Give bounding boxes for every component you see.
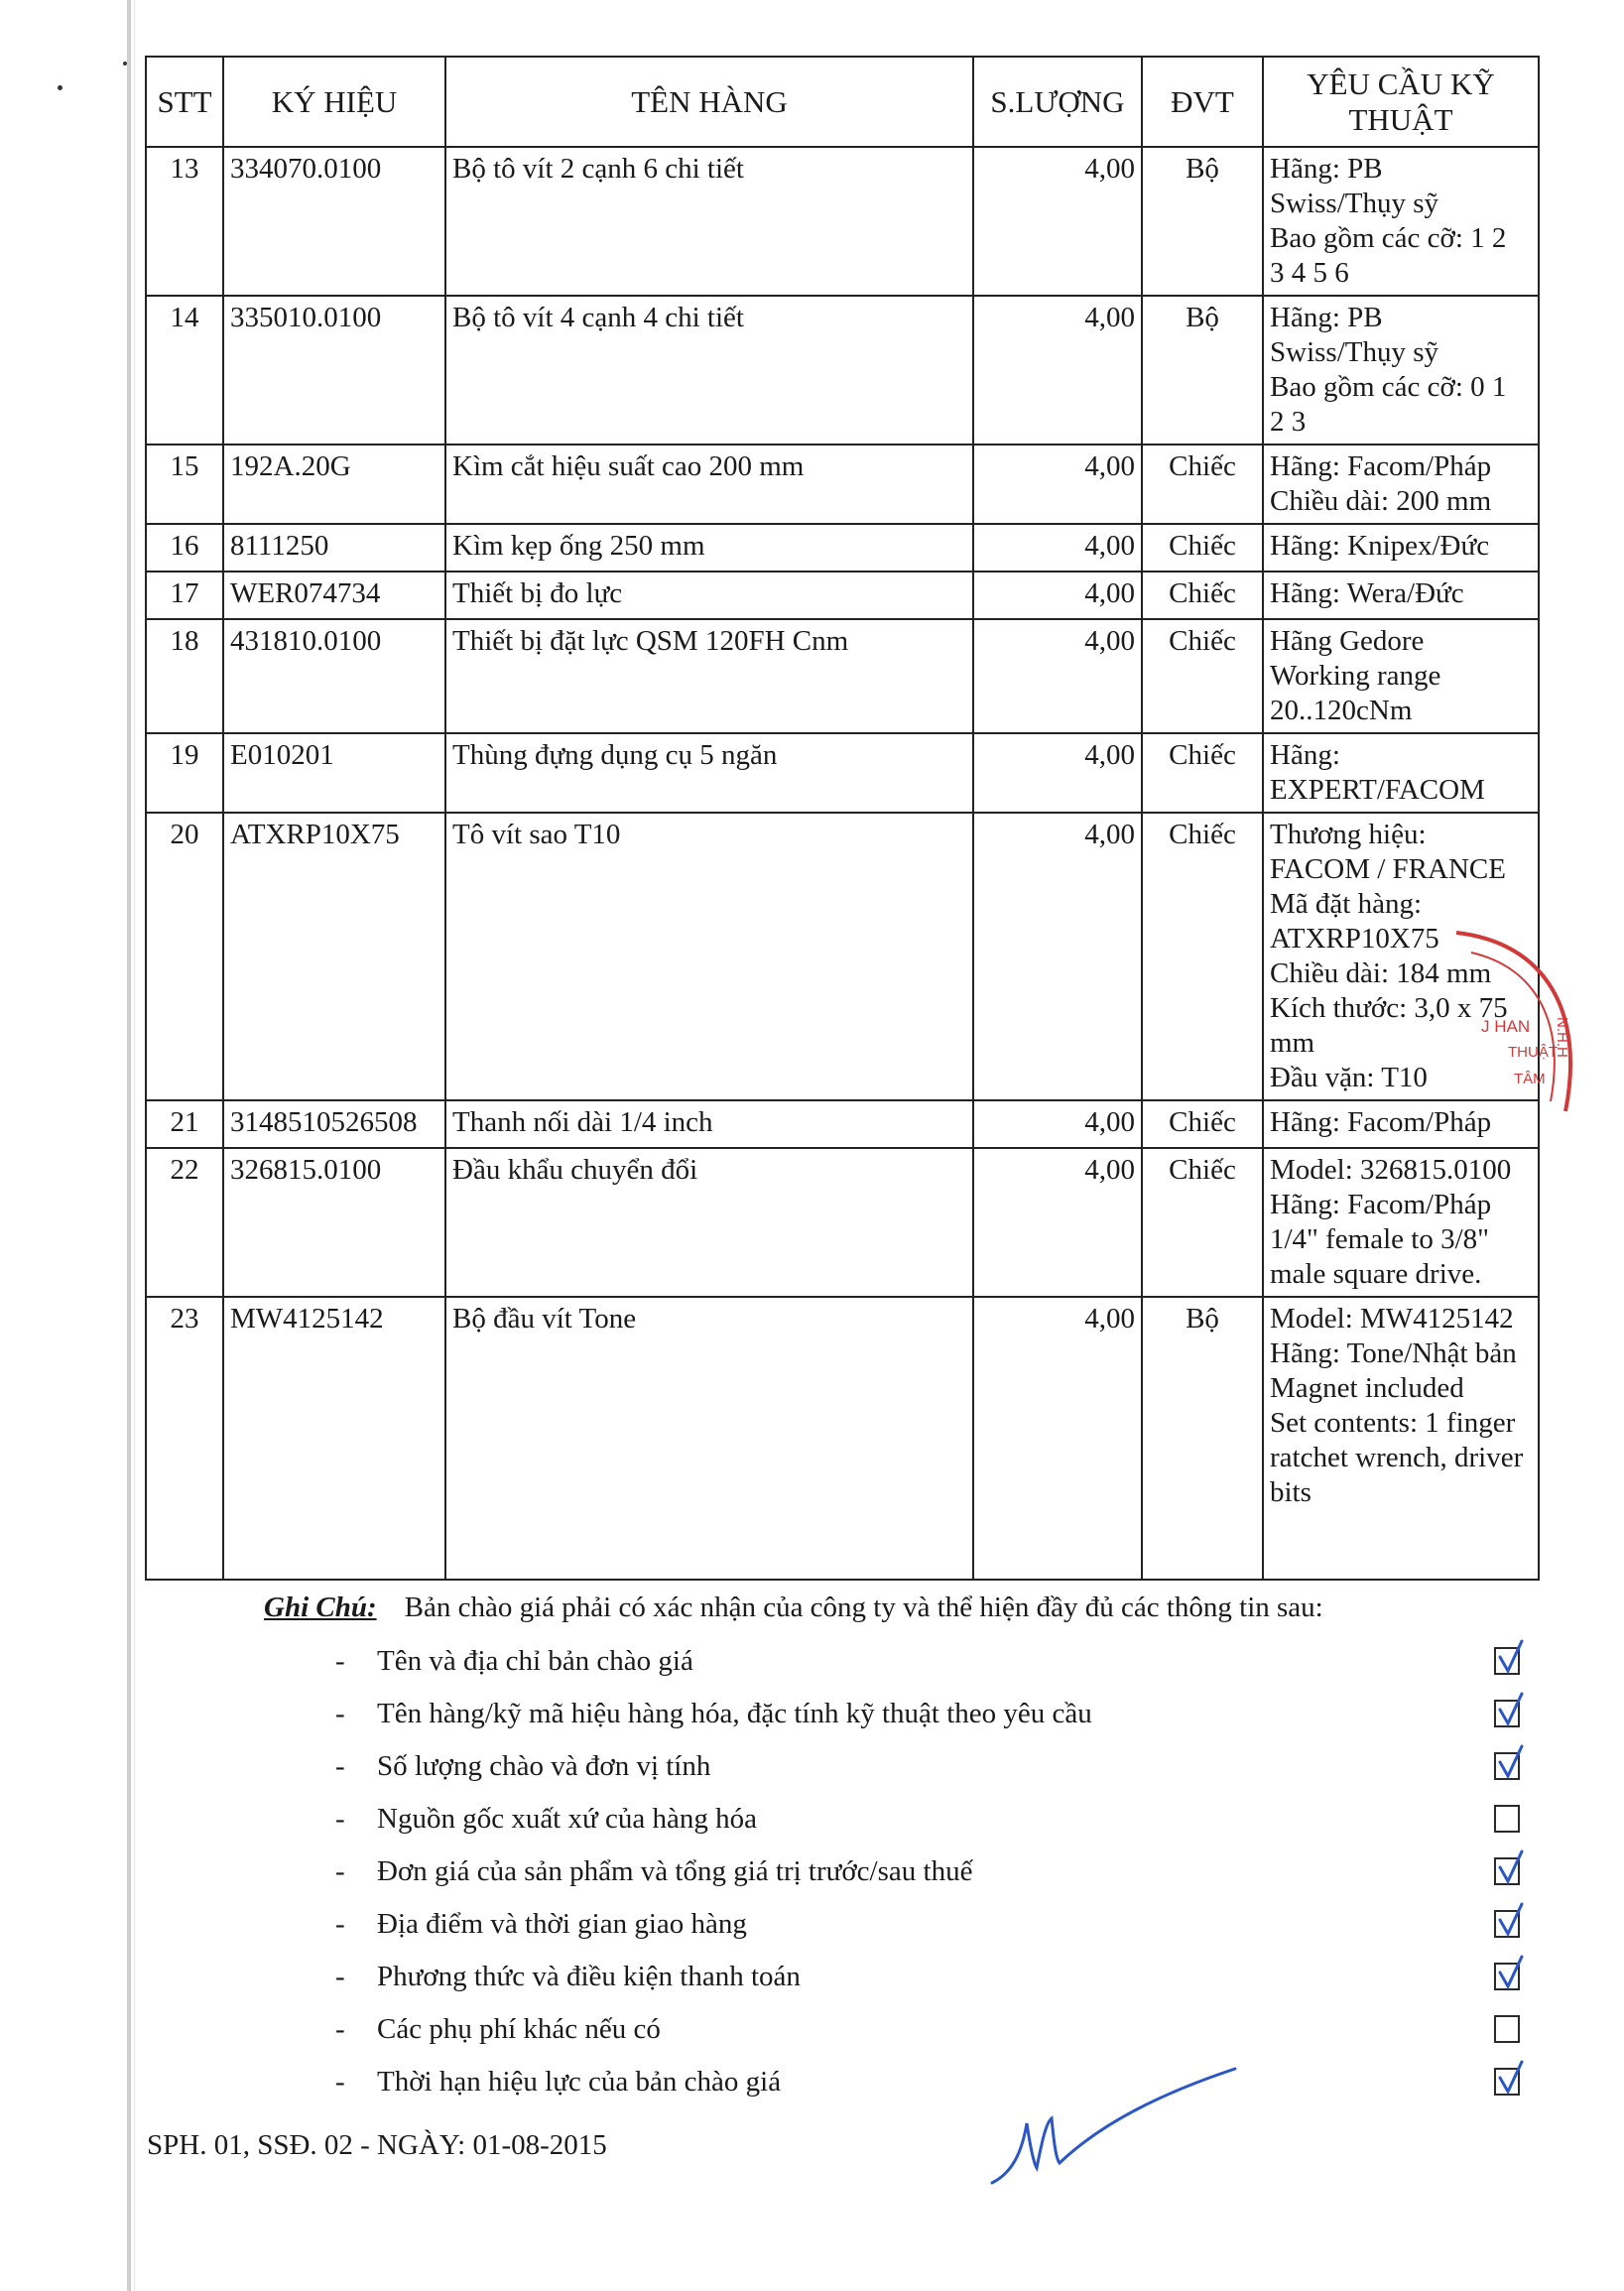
note-item [335, 1696, 1546, 1748]
table-row [146, 147, 1539, 296]
requirement-line: Swiss/Thụy sỹ [1270, 336, 1439, 368]
requirement-line: Magnet included [1270, 1372, 1464, 1404]
cell-qty: 4,00 [973, 619, 1142, 733]
requirement-line: Hãng: Tone/Nhật bản [1270, 1337, 1517, 1369]
requirement-line: Working range [1270, 660, 1441, 692]
requirement-line: Hãng: Facom/Pháp [1270, 450, 1492, 482]
requirement-line: ratchet wrench, driver [1270, 1442, 1524, 1473]
cell-name: Đầu khẩu chuyển đổi [445, 1148, 973, 1297]
note-item [335, 1906, 1546, 1959]
scan-speck [123, 62, 127, 65]
requirement-line: Hãng Gedore [1270, 625, 1425, 657]
requirement-line: Hãng: PB [1270, 153, 1383, 185]
cell-name: Bộ đầu vít Tone [445, 1297, 973, 1580]
requirement-line: ATXRP10X75 [1270, 923, 1439, 955]
note-text: Đơn giá của sản phẩm và tổng giá trị trước/sau thuế [377, 1855, 973, 1887]
items-table [145, 56, 1540, 1581]
cell-requirements [1263, 524, 1539, 572]
checkmark-icon [1494, 1692, 1524, 1731]
requirement-line: 20..120cNm [1270, 695, 1413, 726]
table-row [146, 1100, 1539, 1148]
cell-requirements [1263, 1297, 1539, 1580]
document-footer-code: SPH. 01, SSĐ. 02 - NGÀY: 01-08-2015 [147, 2129, 607, 2161]
note-text: Số lượng chào và đơn vị tính [377, 1750, 711, 1782]
note-text: Tên và địa chỉ bản chào giá [377, 1645, 693, 1677]
cell-unit: Chiếc [1142, 733, 1263, 813]
checkbox-checked[interactable] [1494, 1700, 1520, 1727]
requirement-line: Model: MW4125142 [1270, 1303, 1514, 1335]
cell-name: Thanh nối dài 1/4 inch [445, 1100, 973, 1148]
cell-requirements [1263, 296, 1539, 445]
cell-name: Bộ tô vít 4 cạnh 4 chi tiết [445, 296, 973, 445]
cell-name: Thùng đựng dụng cụ 5 ngăn [445, 733, 973, 813]
note-bullet-dash: - [335, 2066, 345, 2098]
cell-code: MW4125142 [223, 1297, 445, 1580]
requirement-line: Hãng: [1270, 739, 1340, 771]
checkmark-icon [1494, 1902, 1524, 1942]
stamp-text: THUẬT [1508, 1044, 1558, 1061]
table-row [146, 733, 1539, 813]
note-item [335, 2011, 1546, 2064]
cell-stt: 14 [146, 296, 223, 445]
table-row [146, 572, 1539, 619]
table-header-row [146, 57, 1539, 147]
header-unit: ĐVT [1142, 57, 1263, 147]
red-company-stamp [1437, 923, 1585, 1121]
cell-name: Thiết bị đặt lực QSM 120FH Cnm [445, 619, 973, 733]
table-row [146, 1148, 1539, 1297]
scan-margin-line [127, 0, 131, 2291]
cell-requirements [1263, 733, 1539, 813]
requirement-line: Bao gồm các cỡ: 0 1 [1270, 371, 1507, 403]
note-bullet-dash: - [335, 1855, 345, 1887]
table-row [146, 296, 1539, 445]
scan-margin-line-secondary [134, 0, 135, 2291]
cell-stt: 20 [146, 813, 223, 1100]
table-row [146, 1297, 1539, 1580]
note-text: Tên hàng/kỹ mã hiệu hàng hóa, đặc tính kỹ thuật theo yêu cầu [377, 1698, 1092, 1729]
cell-qty: 4,00 [973, 1297, 1142, 1580]
cell-requirements [1263, 1148, 1539, 1297]
requirement-line: bits [1270, 1476, 1312, 1508]
note-bullet-dash: - [335, 1698, 345, 1729]
checkmark-icon [1494, 1955, 1524, 1994]
note-item [335, 1643, 1546, 1696]
requirement-line: 3 4 5 6 [1270, 257, 1349, 289]
cell-stt: 13 [146, 147, 223, 296]
checkbox-unchecked[interactable] [1494, 1805, 1520, 1833]
requirement-line: Hãng: Facom/Pháp [1270, 1106, 1492, 1138]
cell-stt: 21 [146, 1100, 223, 1148]
cell-code: E010201 [223, 733, 445, 813]
cell-name: Thiết bị đo lực [445, 572, 973, 619]
cell-qty: 4,00 [973, 524, 1142, 572]
table-row [146, 445, 1539, 524]
note-bullet-dash: - [335, 2013, 345, 2045]
header-req: YÊU CẦU KỸ THUẬT [1263, 57, 1539, 147]
requirement-line: Thương hiệu: [1270, 819, 1427, 850]
cell-stt: 23 [146, 1297, 223, 1580]
requirement-line: Swiss/Thụy sỹ [1270, 188, 1439, 219]
requirement-line: Hãng: PB [1270, 302, 1383, 333]
cell-code: 3148510526508 [223, 1100, 445, 1148]
checkbox-checked[interactable] [1494, 1752, 1520, 1780]
requirement-line: FACOM / FRANCE [1270, 853, 1506, 885]
cell-code: 326815.0100 [223, 1148, 445, 1297]
cell-unit: Chiếc [1142, 1100, 1263, 1148]
cell-unit: Bộ [1142, 296, 1263, 445]
cell-unit: Bộ [1142, 147, 1263, 296]
header-name: TÊN HÀNG [445, 57, 973, 147]
cell-unit: Chiếc [1142, 445, 1263, 524]
cell-qty: 4,00 [973, 147, 1142, 296]
cell-requirements [1263, 147, 1539, 296]
note-bullet-dash: - [335, 1645, 345, 1677]
checkmark-icon [1494, 1639, 1524, 1679]
checkbox-checked[interactable] [1494, 2068, 1520, 2096]
requirement-line: mm [1270, 1027, 1315, 1059]
cell-qty: 4,00 [973, 733, 1142, 813]
requirement-line: Chiều dài: 200 mm [1270, 485, 1492, 517]
cell-qty: 4,00 [973, 1148, 1142, 1297]
table-row [146, 619, 1539, 733]
cell-code: 192A.20G [223, 445, 445, 524]
note-item [335, 1853, 1546, 1906]
cell-qty: 4,00 [973, 445, 1142, 524]
requirement-line: Hãng: Facom/Pháp [1270, 1189, 1492, 1220]
cell-code: 8111250 [223, 524, 445, 572]
cell-stt: 19 [146, 733, 223, 813]
note-item [335, 1801, 1546, 1853]
note-bullet-dash: - [335, 1908, 345, 1940]
cell-stt: 15 [146, 445, 223, 524]
cell-stt: 18 [146, 619, 223, 733]
header-code: KÝ HIỆU [223, 57, 445, 147]
cell-stt: 16 [146, 524, 223, 572]
notes-heading [264, 1591, 1323, 1624]
note-item [335, 1959, 1546, 2011]
note-text: Phương thức và điều kiện thanh toán [377, 1961, 801, 1992]
cell-name: Tô vít sao T10 [445, 813, 973, 1100]
checkbox-checked[interactable] [1494, 1910, 1520, 1938]
note-bullet-dash: - [335, 1750, 345, 1782]
handwritten-signature [982, 2064, 1240, 2193]
requirement-line: Kích thước: 3,0 x 75 [1270, 992, 1508, 1024]
notes-title: Ghi Chú: [264, 1591, 377, 1623]
cell-unit: Chiếc [1142, 572, 1263, 619]
requirement-line: male square drive. [1270, 1258, 1482, 1290]
header-qty: S.LƯỢNG [973, 57, 1142, 147]
requirement-line: Bao gồm các cỡ: 1 2 [1270, 222, 1507, 254]
note-item [335, 1748, 1546, 1801]
cell-requirements [1263, 619, 1539, 733]
cell-unit: Chiếc [1142, 813, 1263, 1100]
note-text: Địa điểm và thời gian giao hàng [377, 1908, 747, 1940]
requirement-line: Mã đặt hàng: [1270, 888, 1423, 920]
checkbox-checked[interactable] [1494, 1647, 1520, 1675]
note-text: Nguồn gốc xuất xứ của hàng hóa [377, 1803, 757, 1835]
cell-qty: 4,00 [973, 1100, 1142, 1148]
cell-requirements [1263, 572, 1539, 619]
cell-stt: 17 [146, 572, 223, 619]
checkmark-icon [1494, 1849, 1524, 1889]
cell-name: Bộ tô vít 2 cạnh 6 chi tiết [445, 147, 973, 296]
requirement-line: EXPERT/FACOM [1270, 774, 1485, 806]
note-text: Thời hạn hiệu lực của bản chào giá [377, 2066, 782, 2098]
cell-unit: Bộ [1142, 1297, 1263, 1580]
cell-unit: Chiếc [1142, 524, 1263, 572]
cell-code: ATXRP10X75 [223, 813, 445, 1100]
checkbox-unchecked[interactable] [1494, 2015, 1520, 2043]
cell-requirements [1263, 445, 1539, 524]
requirement-line: Hãng: Wera/Đức [1270, 577, 1464, 609]
requirement-line: Hãng: Knipex/Đức [1270, 530, 1490, 562]
cell-code: WER074734 [223, 572, 445, 619]
cell-unit: Chiếc [1142, 619, 1263, 733]
note-bullet-dash: - [335, 1961, 345, 1992]
header-stt: STT [146, 57, 223, 147]
requirement-line: 2 3 [1270, 406, 1307, 438]
checkbox-checked[interactable] [1494, 1857, 1520, 1885]
table-row [146, 813, 1539, 1100]
cell-code: 335010.0100 [223, 296, 445, 445]
note-text: Các phụ phí khác nếu có [377, 2013, 661, 2045]
note-item [335, 2064, 1546, 2116]
stamp-text: N.H.H [1554, 1017, 1570, 1058]
checkbox-checked[interactable] [1494, 1963, 1520, 1990]
stamp-text: J HAN [1481, 1017, 1531, 1036]
table-row [146, 524, 1539, 572]
cell-name: Kìm cắt hiệu suất cao 200 mm [445, 445, 973, 524]
scan-speck [58, 85, 62, 90]
cell-qty: 4,00 [973, 813, 1142, 1100]
cell-name: Kìm kẹp ống 250 mm [445, 524, 973, 572]
checkmark-icon [1494, 1744, 1524, 1784]
cell-unit: Chiếc [1142, 1148, 1263, 1297]
requirement-line: Đầu vặn: T10 [1270, 1062, 1428, 1093]
cell-code: 431810.0100 [223, 619, 445, 733]
stamp-text: TÂM [1514, 1071, 1546, 1087]
requirement-line: 1/4" female to 3/8" [1270, 1223, 1489, 1255]
notes-intro: Bản chào giá phải có xác nhận của công ty và thể hiện đầy đủ các thông tin sau: [404, 1591, 1323, 1623]
notes-list [335, 1643, 1546, 2116]
note-bullet-dash: - [335, 1803, 345, 1835]
requirement-line: Set contents: 1 finger [1270, 1407, 1516, 1439]
requirement-line: Model: 326815.0100 [1270, 1154, 1512, 1186]
cell-stt: 22 [146, 1148, 223, 1297]
cell-code: 334070.0100 [223, 147, 445, 296]
checkmark-icon [1494, 2060, 1524, 2100]
requirement-line: Chiều dài: 184 mm [1270, 957, 1492, 989]
cell-qty: 4,00 [973, 296, 1142, 445]
cell-qty: 4,00 [973, 572, 1142, 619]
